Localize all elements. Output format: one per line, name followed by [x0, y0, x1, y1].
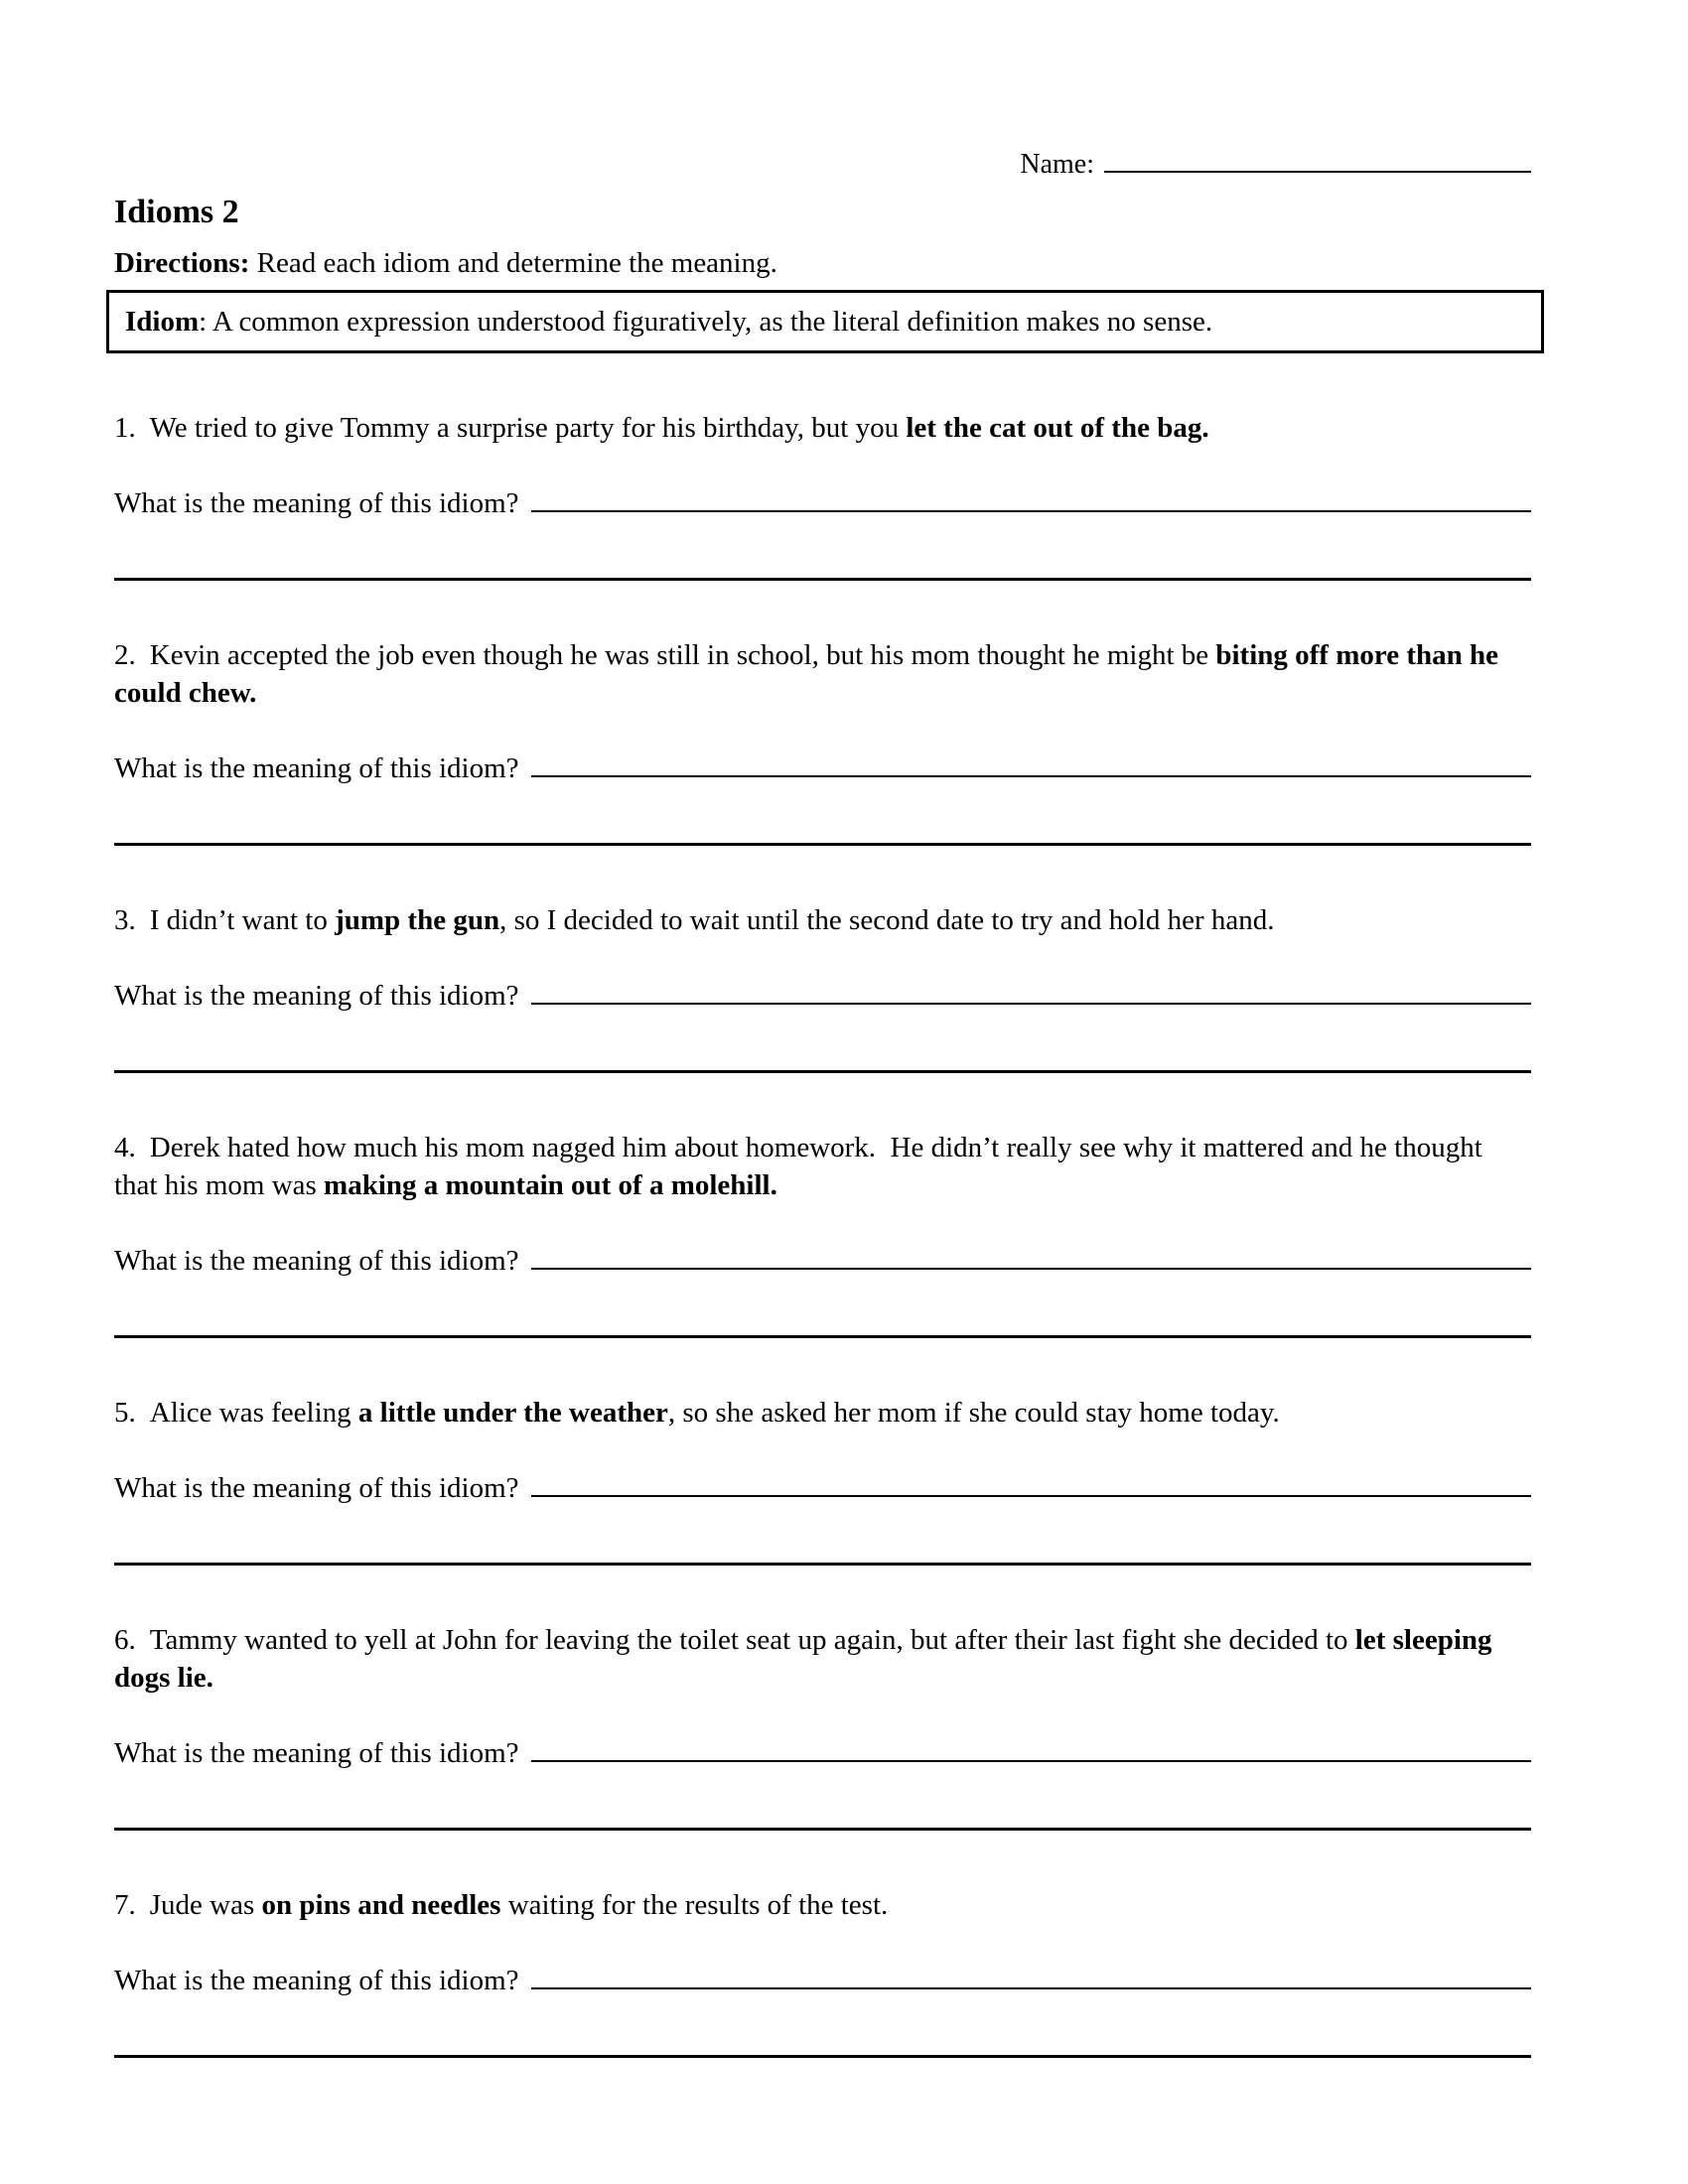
question-sentence-text [150, 1397, 1280, 1429]
idiom-bold-text: making a mountain out of a molehill. [324, 1169, 777, 1201]
question-item [114, 1129, 1531, 1338]
name-label: Name: [1020, 149, 1094, 180]
question-number: 6. [114, 1624, 136, 1656]
directions-label: Directions: [114, 247, 250, 279]
question-item [114, 901, 1531, 1073]
meaning-prompt: What is the meaning of this idiom? [114, 1245, 519, 1277]
question-sentence [114, 1886, 1531, 1924]
question-sentence-text [150, 412, 1209, 444]
sentence-text: I didn’t want to [149, 904, 336, 936]
directions [114, 244, 1531, 282]
answer-blank-underline [531, 1467, 1531, 1497]
question-sentence [114, 636, 1531, 712]
idiom-bold-text: on pins and needles [261, 1889, 501, 1921]
question-sentence-text [114, 639, 1498, 709]
question-number: 3. [114, 904, 136, 936]
idiom-bold-text: biting off more than he could chew. [114, 639, 1499, 709]
answer-blank-line [114, 1335, 1531, 1338]
answer-blank-underline [531, 1732, 1531, 1762]
question-sentence [114, 1394, 1531, 1432]
question-sentence [114, 1621, 1531, 1697]
sentence-text: Tammy wanted to yell at John for leaving the toilet seat up again, but after their last fight she decided to [149, 1624, 1355, 1656]
sentence-text: Derek hated how much his mom nagged him about homework. He didn’t really see why it mattered and he thought that his mom was [114, 1132, 1482, 1201]
meaning-prompt: What is the meaning of this idiom? [114, 752, 519, 784]
meaning-prompt: What is the meaning of this idiom? [114, 1965, 519, 1996]
meaning-prompt: What is the meaning of this idiom? [114, 487, 519, 519]
idiom-bold-text: jump the gun [335, 904, 500, 936]
answer-blank-line [114, 843, 1531, 846]
meaning-prompt-row [114, 1732, 1531, 1772]
answer-blank-line [114, 1828, 1531, 1831]
idiom-bold-text: let the cat out of the bag. [906, 412, 1209, 444]
meaning-prompt-row [114, 975, 1531, 1015]
answer-blank-line [114, 1563, 1531, 1566]
question-sentence-text [114, 1132, 1482, 1201]
meaning-prompt-row [114, 482, 1531, 522]
question-number: 1. [114, 412, 136, 444]
question-item [114, 409, 1531, 581]
question-sentence [114, 901, 1531, 939]
question-sentence-text [150, 904, 1275, 936]
questions [114, 409, 1531, 2058]
answer-blank-underline [531, 1960, 1531, 1989]
name-row [114, 145, 1531, 181]
question-item [114, 1886, 1531, 2058]
meaning-prompt-row [114, 748, 1531, 787]
sentence-text: Jude was [149, 1889, 262, 1921]
question-number: 5. [114, 1397, 136, 1429]
question-item [114, 1621, 1531, 1831]
sentence-text: Kevin accepted the job even though he was still in school, but his mom thought he might be [149, 639, 1216, 671]
question-sentence [114, 1129, 1531, 1204]
question-number: 4. [114, 1132, 136, 1163]
question-item [114, 636, 1531, 846]
question-number: 7. [114, 1889, 136, 1921]
question-item [114, 1394, 1531, 1566]
meaning-prompt-row [114, 1960, 1531, 1999]
idiom-bold-text: let sleeping dogs lie. [114, 1624, 1492, 1694]
question-sentence-text [150, 1889, 889, 1921]
answer-blank-underline [531, 482, 1531, 512]
sentence-text: , so she asked her mom if she could stay home today. [667, 1397, 1280, 1429]
question-sentence-text [114, 1624, 1492, 1694]
question-sentence [114, 409, 1531, 447]
directions-text: Read each idiom and determine the meaning. [249, 247, 777, 279]
meaning-prompt: What is the meaning of this idiom? [114, 1472, 519, 1504]
answer-blank-line [114, 2055, 1531, 2058]
sentence-text: waiting for the results of the test. [500, 1889, 889, 1921]
question-number: 2. [114, 639, 136, 671]
answer-blank-underline [531, 1240, 1531, 1270]
sentence-text: We tried to give Tommy a surprise party for his birthday, but you [149, 412, 907, 444]
answer-blank-underline [531, 748, 1531, 777]
answer-blank-line [114, 578, 1531, 581]
definition-text: : A common expression understood figuratively, as the literal definition makes no sense. [199, 306, 1213, 338]
meaning-prompt-row [114, 1467, 1531, 1507]
sentence-text: Alice was feeling [149, 1397, 358, 1429]
answer-blank-line [114, 1070, 1531, 1073]
idiom-bold-text: a little under the weather [357, 1397, 668, 1429]
name-blank-underline [1104, 145, 1531, 173]
sentence-text: , so I decided to wait until the second date to try and hold her hand. [499, 904, 1275, 936]
idiom-definition-box [106, 290, 1544, 353]
definition-label: Idiom [125, 306, 200, 338]
meaning-prompt-row [114, 1240, 1531, 1280]
page-title: Idioms 2 [114, 194, 239, 230]
answer-blank-underline [531, 975, 1531, 1005]
meaning-prompt: What is the meaning of this idiom? [114, 1737, 519, 1769]
meaning-prompt: What is the meaning of this idiom? [114, 980, 519, 1012]
